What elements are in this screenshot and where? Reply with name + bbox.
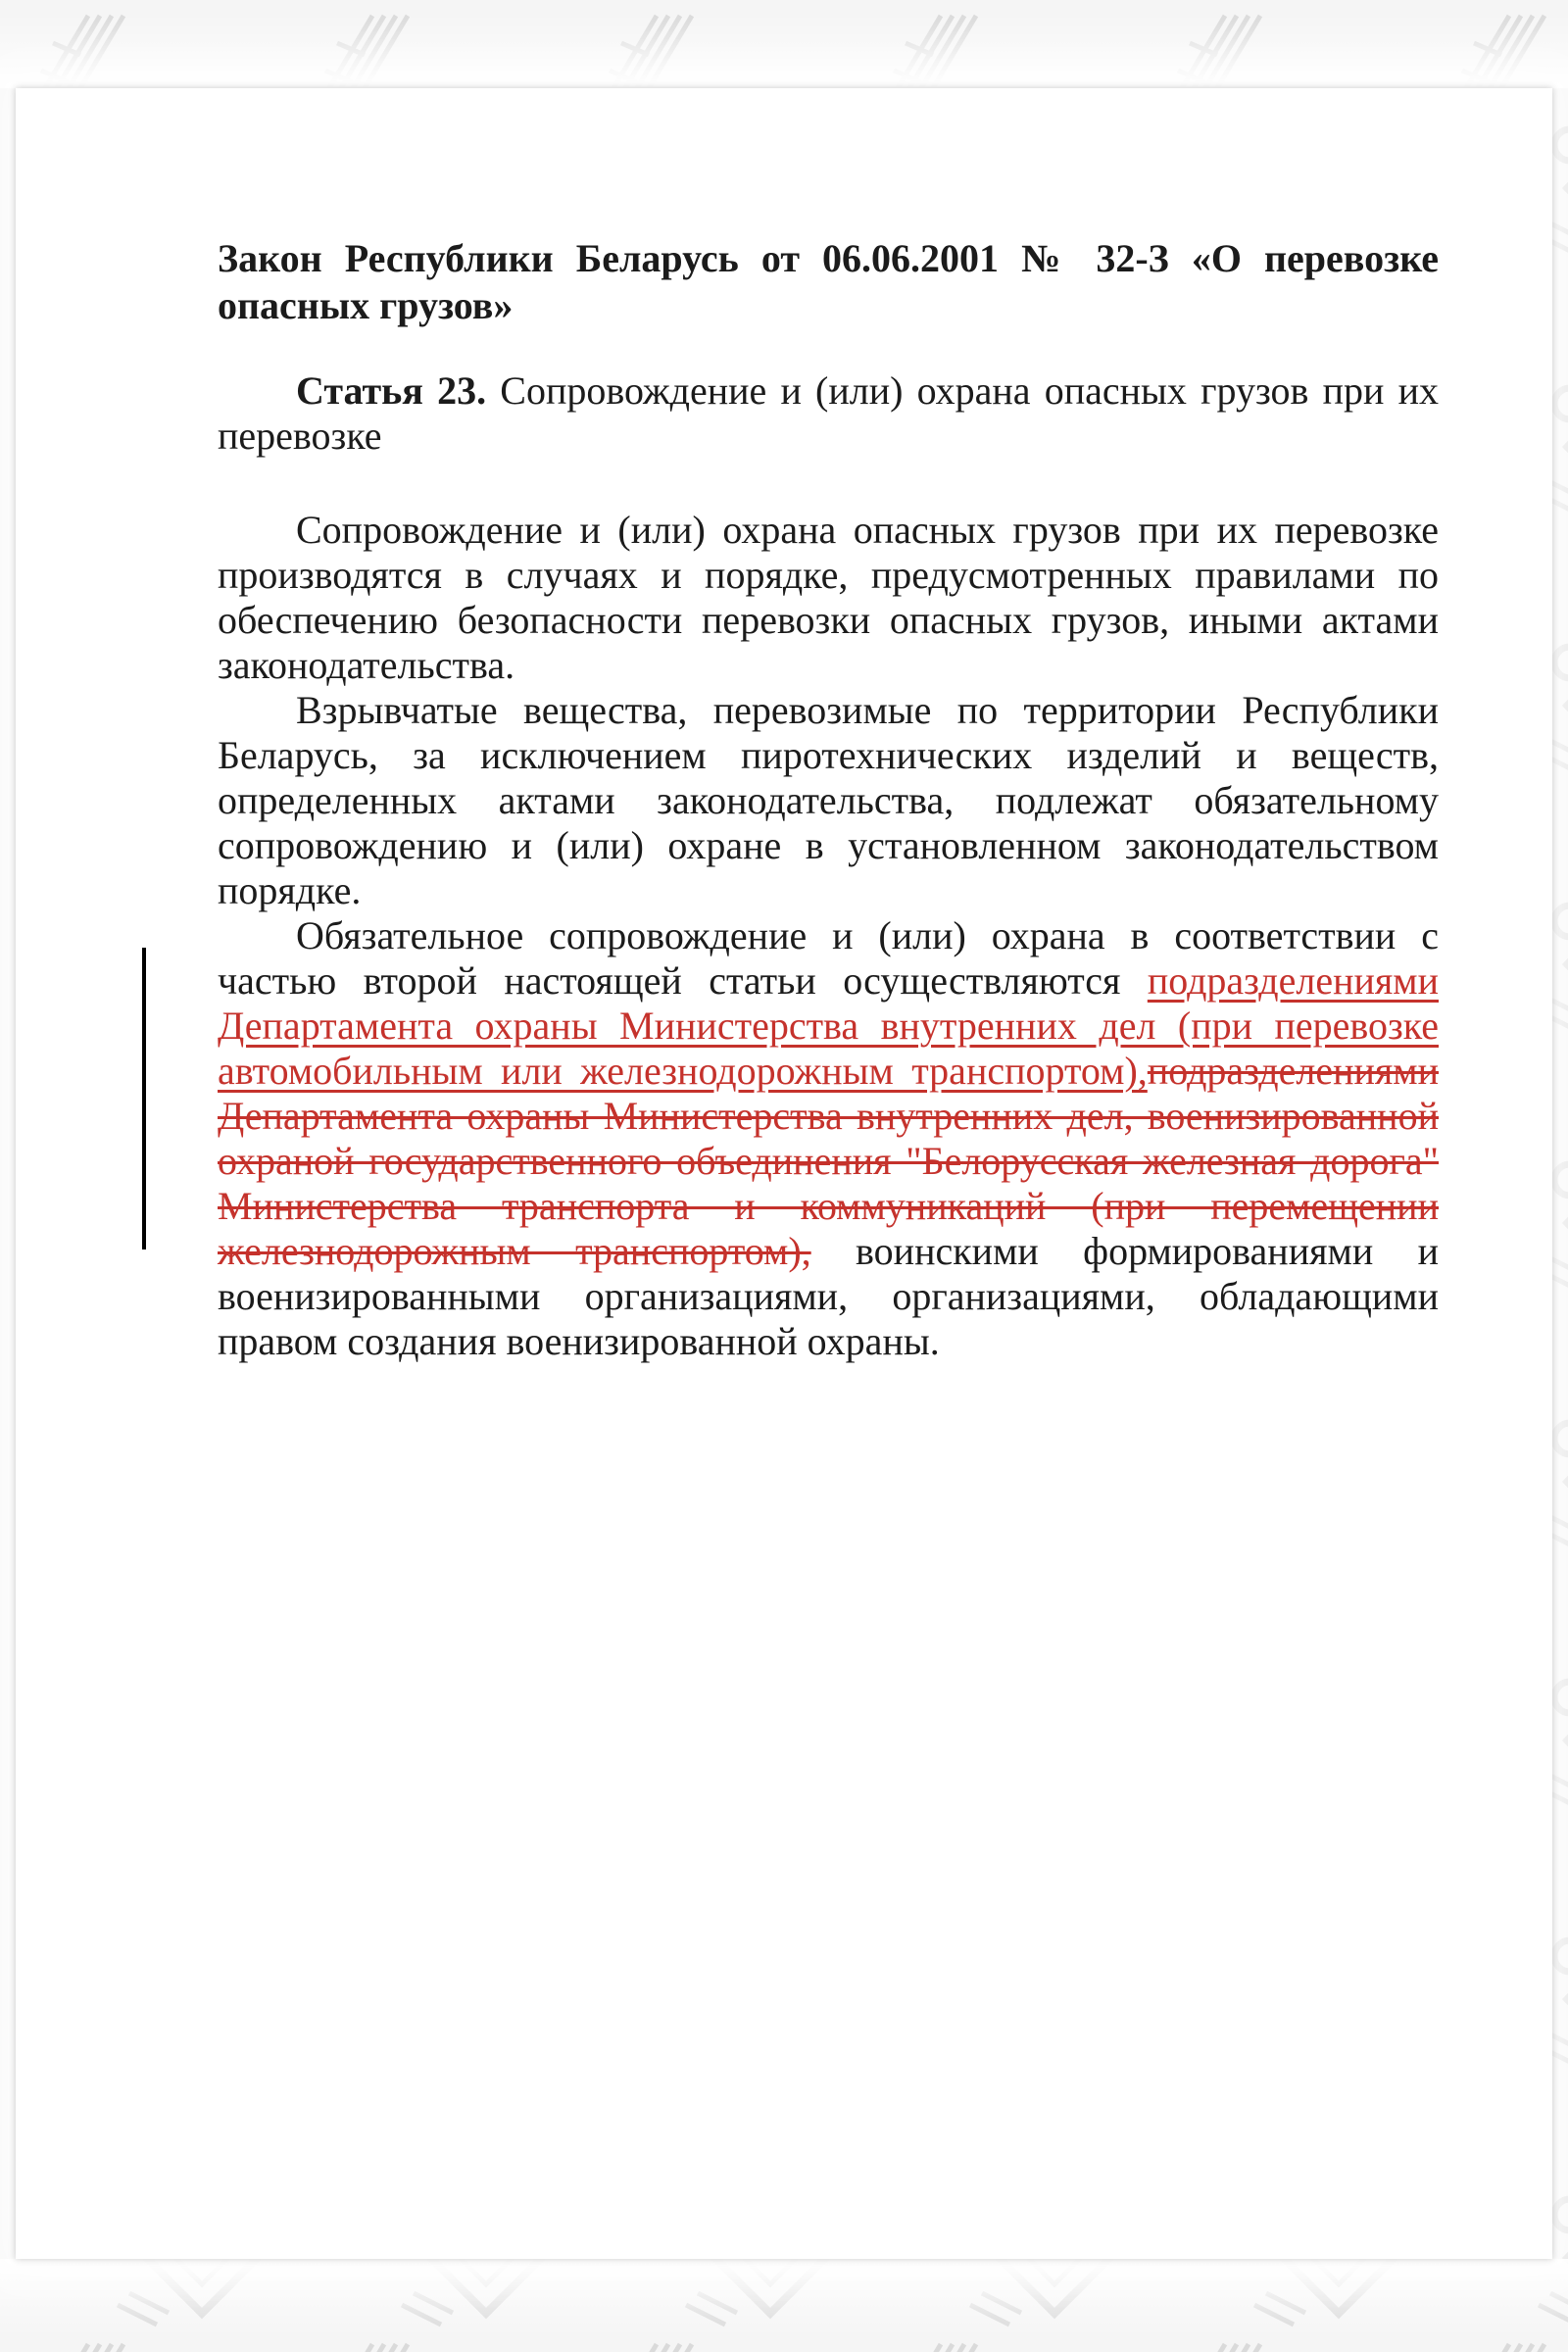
document-page: [16, 88, 1552, 2259]
text-segment-deleted-strikethrough: подразделениями Департамента охраны Министерства внутренних дел, военизированной охраной государственного объединения "Белорусская железная дорога" Министерства транспорта и коммуникаций (при перемещении железнодорожным транспортом),: [218, 1049, 1439, 1273]
text-segment-inserted-underlined: подразделениями Департамента охраны Министерства внутренних дел (при перевозке автомобильным или железнодорожным транспортом),: [218, 958, 1439, 1093]
article-heading: [218, 368, 1439, 459]
revision-change-bar: [142, 948, 146, 1250]
text-segment-normal: Обязательное сопровождение и (или) охрана в соответствии с частью второй настоящей статьи осуществляются: [218, 913, 1439, 1003]
article-number-label: Статья 23.: [296, 368, 487, 413]
article-title-text: Сопровождение и (или) охрана опасных грузов при их перевозке: [218, 368, 1440, 458]
paragraph-mandatory-accompaniment: [218, 913, 1439, 1364]
text-segment-normal-closing: воинскими формированиями и военизированными организациями, организациями, обладающими правом создания военизированной охраны.: [218, 1229, 1440, 1363]
paragraph-explosive-substances: Взрывчатые вещества, перевозимые по территории Республики Беларусь, за исключением пиротехнических изделий и веществ, определенных актами законодательства, подлежат обязательному сопровождению и (или) охране в установленном законодательством порядке.: [218, 688, 1439, 912]
paragraph-accompaniment-rules: Сопровождение и (или) охрана опасных грузов при их перевозке производятся в случаях и порядке, предусмотренных правилами по обеспечению безопасности перевозки опасных грузов, иными актами законодательства.: [218, 508, 1439, 687]
document-title: Закон Республики Беларусь от 06.06.2001 № 32-З «О перевозке опасных грузов»: [218, 236, 1439, 327]
